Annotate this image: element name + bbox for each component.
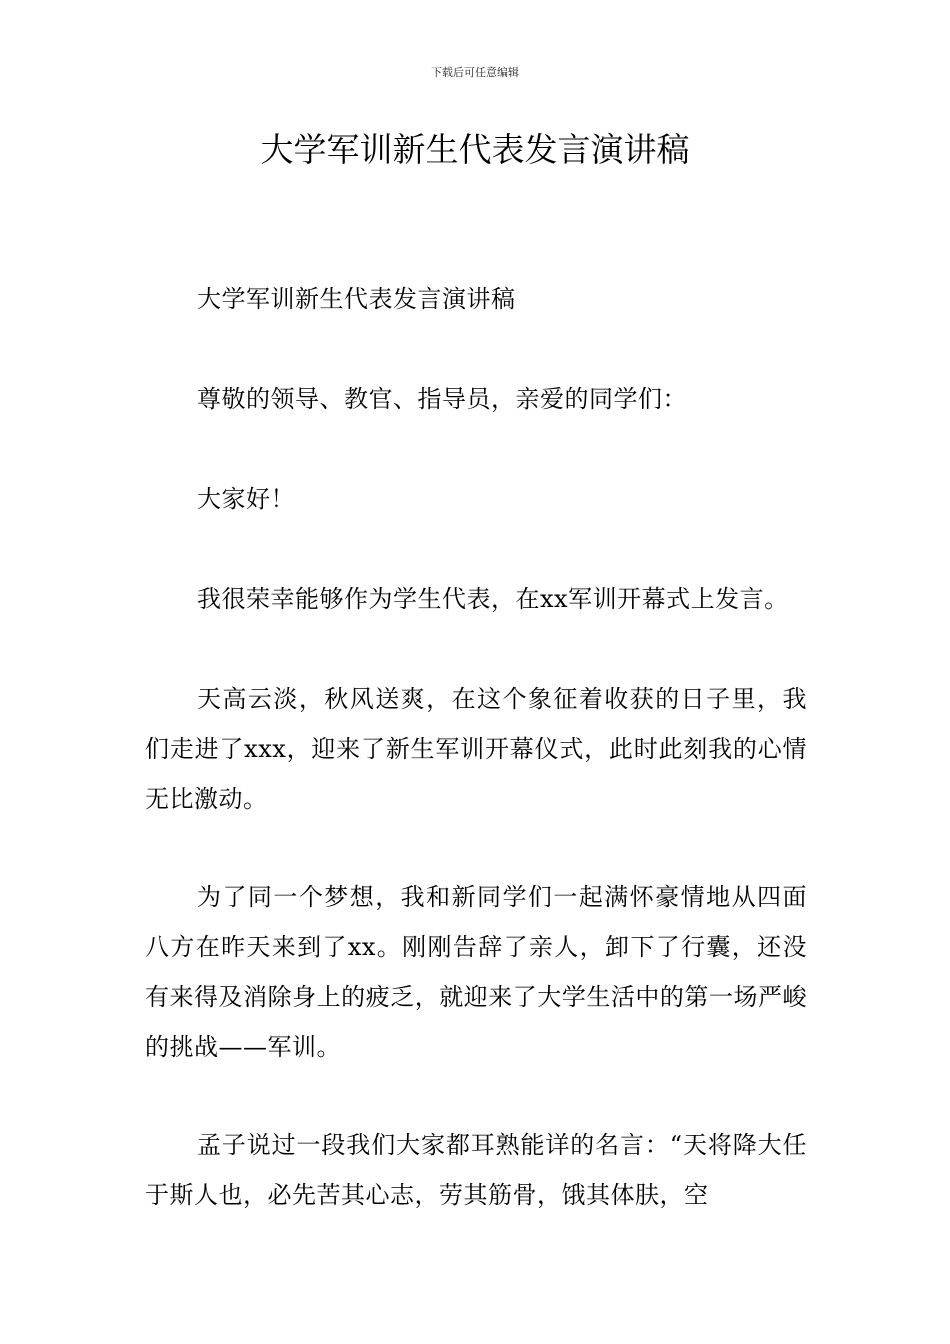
- paragraph-body: 为了同一个梦想，我和新同学们一起满怀豪情地从四面八方在昨天来到了xx。刚刚告辞了亲人，卸下了行囊，还没有来得及消除身上的疲乏，就迎来了大学生活中的第一场严峻的挑战——军训。: [145, 883, 807, 1061]
- paragraph-body: 孟子说过一段我们大家都耳熟能详的名言：“天将降大任于斯人也，必先苦其心志，劳其筋骨，饿其体肤，空: [145, 1131, 807, 1209]
- paragraph-salutation: 尊敬的领导、教官、指导员，亲爱的同学们：: [197, 385, 687, 413]
- document-title: 大学军训新生代表发言演讲稿: [260, 130, 690, 169]
- paragraph-subtitle: 大学军训新生代表发言演讲稿: [197, 285, 516, 313]
- paragraph-body: 天高云淡，秋风送爽，在这个象征着收获的日子里，我们走进了xxx，迎来了新生军训开幕仪式，此时此刻我的心情无比激动。: [145, 685, 807, 813]
- paragraph-intro: 我很荣幸能够作为学生代表，在xx军训开幕式上发言。: [197, 585, 789, 613]
- header-note: 下载后可任意编辑: [431, 66, 519, 79]
- paragraph-greeting: 大家好！: [197, 485, 295, 513]
